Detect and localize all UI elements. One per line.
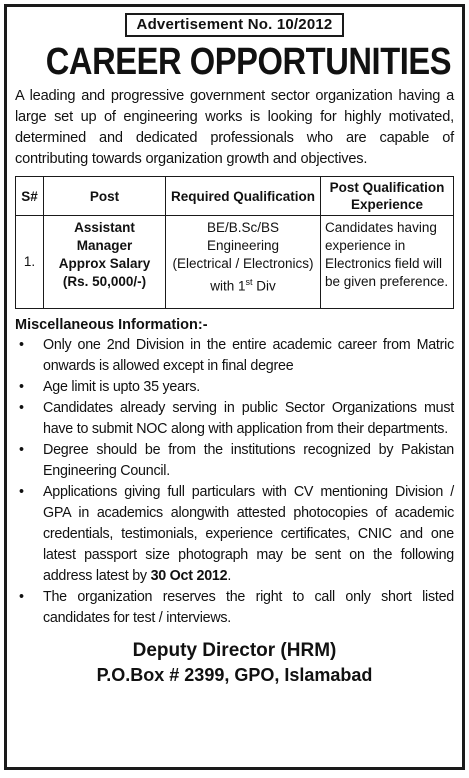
list-item-text: Degree should be from the institutions recognized by Pakistan Engineering Council. <box>43 442 454 479</box>
qual-division-pre: with 1 <box>210 278 246 294</box>
list-item-text: Candidates already serving in public Sector Organizations must have to submit NOC along with application from their departments. <box>43 400 454 437</box>
bullet-icon: • <box>19 484 24 500</box>
headline: CAREER OPPORTUNITIES <box>45 41 452 83</box>
contact-footer <box>15 639 454 687</box>
jobs-table <box>15 176 454 309</box>
qual-degree: BE/B.Sc/BS Engineering <box>206 220 280 253</box>
list-item-text: Applications giving full particulars with CV mentioning Division / GPA in academics alongwith attested photocopies of academic credentials, testimonials, experience certificates, CNIC and one latest passport size photograph may be sent on the following address latest by <box>43 484 454 584</box>
post-title: Assistant Manager <box>74 220 135 253</box>
list-item <box>15 377 454 398</box>
advertisement-frame <box>4 4 465 770</box>
list-item-text: Only one 2nd Division in the entire academic career from Matric onwards is allowed except in final degree <box>43 337 454 374</box>
bullet-icon: • <box>19 400 24 416</box>
list-item <box>15 440 454 482</box>
bullet-icon: • <box>19 589 24 605</box>
list-item <box>15 482 454 587</box>
post-salary-label: Approx Salary <box>58 256 151 271</box>
header-experience: Post Qualification Experience <box>321 177 454 216</box>
list-item <box>15 587 454 629</box>
deadline-date: 30 Oct 2012 <box>150 568 228 584</box>
ad-number: Advertisement No. 10/2012 <box>125 13 345 37</box>
misc-list <box>15 335 454 629</box>
cell-qualification <box>166 216 321 309</box>
header-sno: S# <box>16 177 44 216</box>
bullet-icon: • <box>19 379 24 395</box>
cell-sno: 1. <box>16 216 44 309</box>
post-salary-value: (Rs. 50,000/-) <box>62 274 147 289</box>
header-qualification: Required Qualification <box>166 177 321 216</box>
bullet-icon: • <box>19 442 24 458</box>
contact-address: P.O.Box # 2399, GPO, Islamabad <box>96 665 373 685</box>
qual-division-sup: st <box>245 277 253 287</box>
list-item-end: . <box>227 568 232 584</box>
bullet-icon: • <box>19 337 24 353</box>
list-item <box>15 398 454 440</box>
qual-division <box>170 273 316 296</box>
misc-heading: Miscellaneous Information:- <box>15 317 208 333</box>
list-item <box>15 335 454 377</box>
list-item-text: Age limit is upto 35 years. <box>43 379 200 395</box>
cell-post <box>44 216 166 309</box>
ad-number-wrapper <box>15 13 454 37</box>
list-item-text: The organization reserves the right to call only short listed candidates for test / interviews. <box>43 589 454 626</box>
contact-title: Deputy Director (HRM) <box>132 640 337 661</box>
table-row <box>16 216 454 309</box>
header-post: Post <box>44 177 166 216</box>
qual-field: (Electrical / Electronics) <box>172 256 314 271</box>
table-header-row <box>16 177 454 216</box>
intro-paragraph: A leading and progressive government sector organization having a large set up of engineering works is looking for highly motivated, determined and dedicated professionals who are capable of contributing towards organization growth and objectives. <box>15 88 454 167</box>
qual-division-post: Div <box>252 278 276 294</box>
cell-experience: Candidates having experience in Electronics field will be given preference. <box>321 216 454 309</box>
